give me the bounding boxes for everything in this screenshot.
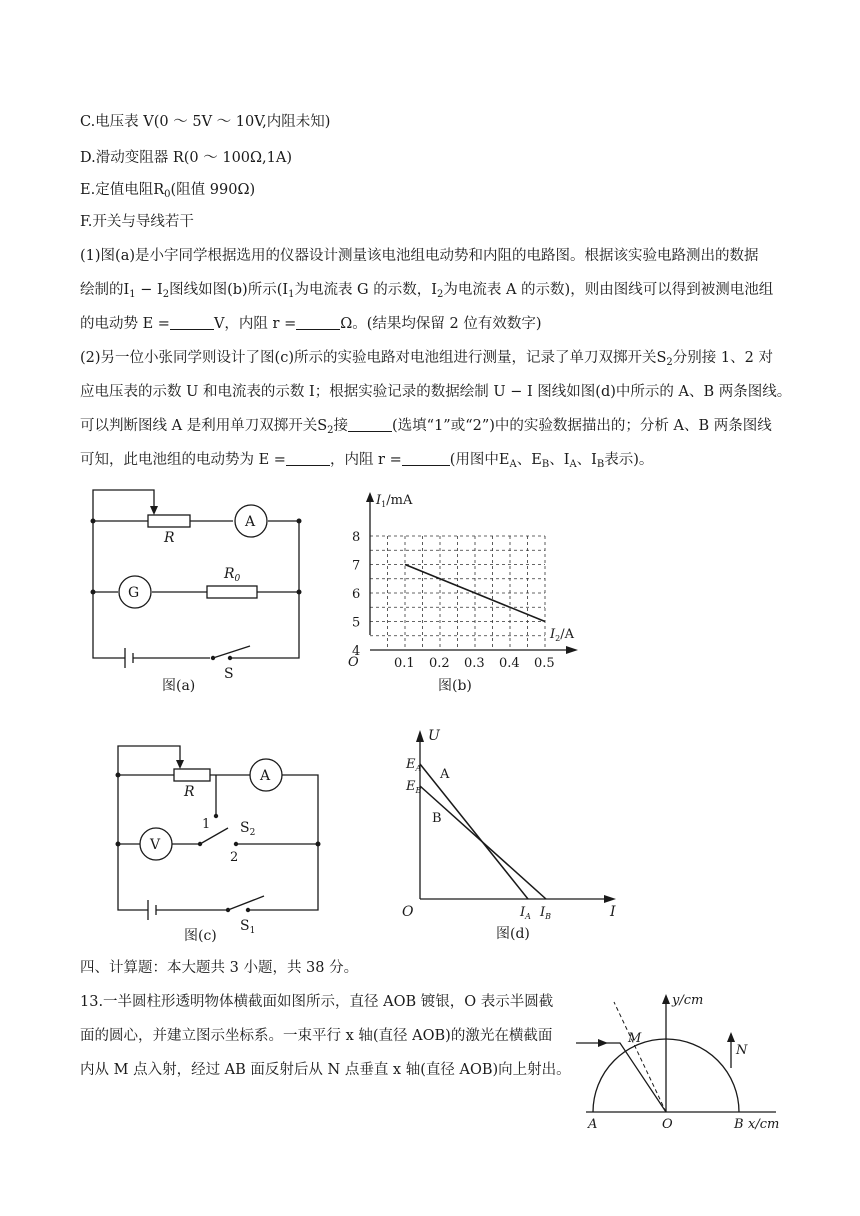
y-tick-label: 4 <box>352 644 361 659</box>
q2-l4-b: ，内阻 r = <box>329 452 402 468</box>
item-e-post: (阻值 990Ω) <box>170 182 256 198</box>
q1-l2-s3: 1 <box>288 289 295 300</box>
q2-l4-s1: A <box>509 459 517 470</box>
q1-l2-a: 绘制的I <box>80 282 130 298</box>
answer-blank-e2[interactable] <box>286 451 330 466</box>
line-a <box>420 764 528 899</box>
q2-l4-g: 表示)。 <box>604 452 654 468</box>
item-e-text: E.定值电阻R <box>80 182 165 198</box>
label-r0 <box>223 566 241 584</box>
figure-a-circuit <box>80 478 320 702</box>
y-tick-label: 5 <box>352 615 361 631</box>
figure-b-graph <box>350 490 600 702</box>
y-tick-label: 7 <box>352 558 361 574</box>
label-ea <box>405 757 422 773</box>
y-tick-label: 8 <box>352 530 361 545</box>
q2-line3 <box>80 416 772 441</box>
q1-l2-s2: 2 <box>162 289 170 300</box>
q2-line4 <box>80 450 653 475</box>
label-s1-main: S <box>240 918 250 934</box>
x-tick-label: 0.3 <box>464 656 485 671</box>
laser-path <box>576 1043 666 1112</box>
answer-blank-r[interactable] <box>296 315 340 330</box>
switch-s <box>213 646 250 658</box>
q1-l3-b: V，内阻 r = <box>213 316 297 332</box>
label-r: R <box>184 784 195 800</box>
item-d: D.滑动变阻器 R(0 ～ 100Ω,1A) <box>80 150 293 166</box>
item-f: F.开关与导线若干 <box>80 214 194 230</box>
q1-l3-c: Ω。(结果均保留 2 位有效数字) <box>340 316 542 332</box>
label-n: N <box>736 1043 748 1058</box>
ylabel <box>375 493 413 509</box>
label-r: R <box>164 530 175 546</box>
answer-blank-r2[interactable] <box>402 451 450 466</box>
q2-l3-c: (选填“1”或“2”)中的实验数据描出的；分析 A、B 两条图线 <box>392 418 772 434</box>
q2-l4-e: 、I <box>549 452 570 468</box>
label-u: U <box>428 728 440 744</box>
label-a: A <box>245 514 256 530</box>
q2-l3-a: 可以判断图线 A 是利用单刀双掷开关S <box>80 418 328 434</box>
figure-c-circuit <box>100 728 330 946</box>
label-s: S <box>224 666 234 682</box>
terminal-2: 2 <box>230 850 239 865</box>
q13-line3: 内从 M 点入射，经过 AB 面反射后从 N 点垂直 x 轴(直径 AOB)向上射出。 <box>80 1062 571 1078</box>
caption-b: 图(b) <box>438 678 472 694</box>
x-tick-label: 0.1 <box>394 656 415 671</box>
answer-blank-e[interactable] <box>170 315 214 330</box>
label-line-a: A <box>440 767 450 782</box>
xlabel-main: I <box>550 627 556 642</box>
label-ea-sub: A <box>415 764 422 773</box>
label-b: B <box>734 1117 744 1132</box>
q1-line3 <box>80 314 542 334</box>
label-s1 <box>240 918 255 936</box>
xlabel-sub: 2 <box>555 634 561 643</box>
label-ib <box>539 905 551 921</box>
y-tick-label: 6 <box>352 587 361 602</box>
figure-d-graph <box>400 724 620 948</box>
battery-icon <box>148 900 156 920</box>
label-a: A <box>588 1117 598 1132</box>
q2-l4-a: 可知，此电池组的电动势为 E = <box>80 452 286 468</box>
origin-o: O <box>348 655 359 670</box>
graph-grid <box>370 536 545 650</box>
switch-s1 <box>228 896 264 910</box>
q2-l4-f: 、I <box>576 452 597 468</box>
label-o: O <box>662 1117 673 1132</box>
label-ib-sub: B <box>545 912 552 921</box>
section-4-heading: 四、计算题：本大题共 3 小题，共 38 分。 <box>80 960 359 976</box>
caption-d: 图(d) <box>496 926 530 942</box>
label-g: G <box>128 585 140 601</box>
q1-l2-e: 为电流表 A 的示数)，则由图线可以得到被测电池组 <box>443 282 774 298</box>
label-ia-sub: A <box>525 912 531 921</box>
q2-l1-b: 分别接 1、2 对 <box>672 350 773 366</box>
q2-l3-s: 2 <box>327 425 334 436</box>
x-tick-label: 0.5 <box>534 656 555 671</box>
q1-l3-a: 的电动势 E = <box>80 316 170 332</box>
label-s2-main: S <box>240 820 250 836</box>
q2-l4-s3: A <box>569 459 577 470</box>
rheostat-r <box>148 515 190 527</box>
label-s2 <box>240 820 255 838</box>
answer-blank-switch[interactable] <box>348 417 392 432</box>
label-r0-main: R <box>224 566 235 582</box>
item-e-sub: 0 <box>164 189 171 200</box>
q2-l4-s2: B <box>541 459 550 470</box>
q13-line1: 13.一半圆柱形透明物体横截面如图所示，直径 AOB 镀银，O 表示半圆截 <box>80 994 554 1010</box>
label-s1-sub: 1 <box>249 926 256 936</box>
label-line-b: B <box>432 811 442 826</box>
item-e <box>80 180 255 205</box>
label-a: A <box>260 768 271 784</box>
q2-l1-a: (2)另一位小张同学则设计了图(c)所示的实验电路对电池组进行测量，记录了单刀双掷开关S <box>80 350 667 366</box>
ylabel-unit: /mA <box>386 493 413 508</box>
x-tick-label: 0.2 <box>429 656 450 671</box>
q2-l4-s4: B <box>596 459 605 470</box>
ylabel-sub: 1 <box>381 500 387 509</box>
q1-l2-d: 为电流表 G 的示数，I <box>294 282 437 298</box>
item-c: C.电压表 V(0 ～ 5V ～ 10V,内阻未知) <box>80 114 331 130</box>
label-eb <box>405 779 422 795</box>
q2-l3-b: 接 <box>333 418 348 434</box>
q2-l4-d: 、E <box>516 452 542 468</box>
xlabel <box>549 627 575 643</box>
label-y: y/cm <box>672 993 704 1008</box>
ylabel-main: I <box>376 493 382 508</box>
q1-line2 <box>80 280 773 305</box>
battery-icon <box>125 648 133 668</box>
label-x: x/cm <box>748 1117 780 1132</box>
q1-l2-s4: 2 <box>436 289 444 300</box>
resistor-r0 <box>207 586 257 598</box>
label-m: M <box>628 1031 642 1046</box>
label-ia-main: I <box>520 905 526 920</box>
x-tick-label: 0.4 <box>499 656 520 671</box>
q2-l1-s: 2 <box>666 357 673 368</box>
q2-line1 <box>80 348 773 373</box>
q13-line2: 面的圆心，并建立图示坐标系。一束平行 x 轴(直径 AOB)的激光在横截面 <box>80 1028 553 1044</box>
label-eb-sub: B <box>415 786 422 795</box>
q2-l4-c: (用图中E <box>449 452 510 468</box>
q2-line2: 应电压表的示数 U 和电流表的示数 I；根据实验记录的数据绘制 U − I 图线如图(d)中所示的 A、B 两条图线。 <box>80 384 792 400</box>
caption-a: 图(a) <box>162 678 196 694</box>
normal-line <box>614 1002 666 1112</box>
q1-l2-c: 图线如图(b)所示(I <box>169 282 289 298</box>
q1-l2-s1: 1 <box>129 289 136 300</box>
label-eb-main: E <box>406 779 416 794</box>
rheostat-r <box>174 769 210 781</box>
label-ib-main: I <box>540 905 546 920</box>
label-r0-sub: 0 <box>234 574 241 584</box>
origin-o: O <box>402 904 414 920</box>
line-b <box>420 786 546 899</box>
q1-l2-b: − I <box>135 282 163 298</box>
q1-line1: (1)图(a)是小宇同学根据选用的仪器设计测量该电池组电动势和内阻的电路图。根据该实验电路测出的数据 <box>80 248 759 264</box>
terminal-1: 1 <box>202 817 211 832</box>
figure-13-semicircle <box>576 990 786 1132</box>
label-i: I <box>610 904 616 920</box>
label-ia <box>519 905 531 921</box>
label-ea-main: E <box>406 757 416 772</box>
xlabel-unit: /A <box>560 627 575 642</box>
label-v: V <box>150 837 161 853</box>
label-s2-sub: 2 <box>249 828 256 838</box>
caption-c: 图(c) <box>184 928 217 944</box>
